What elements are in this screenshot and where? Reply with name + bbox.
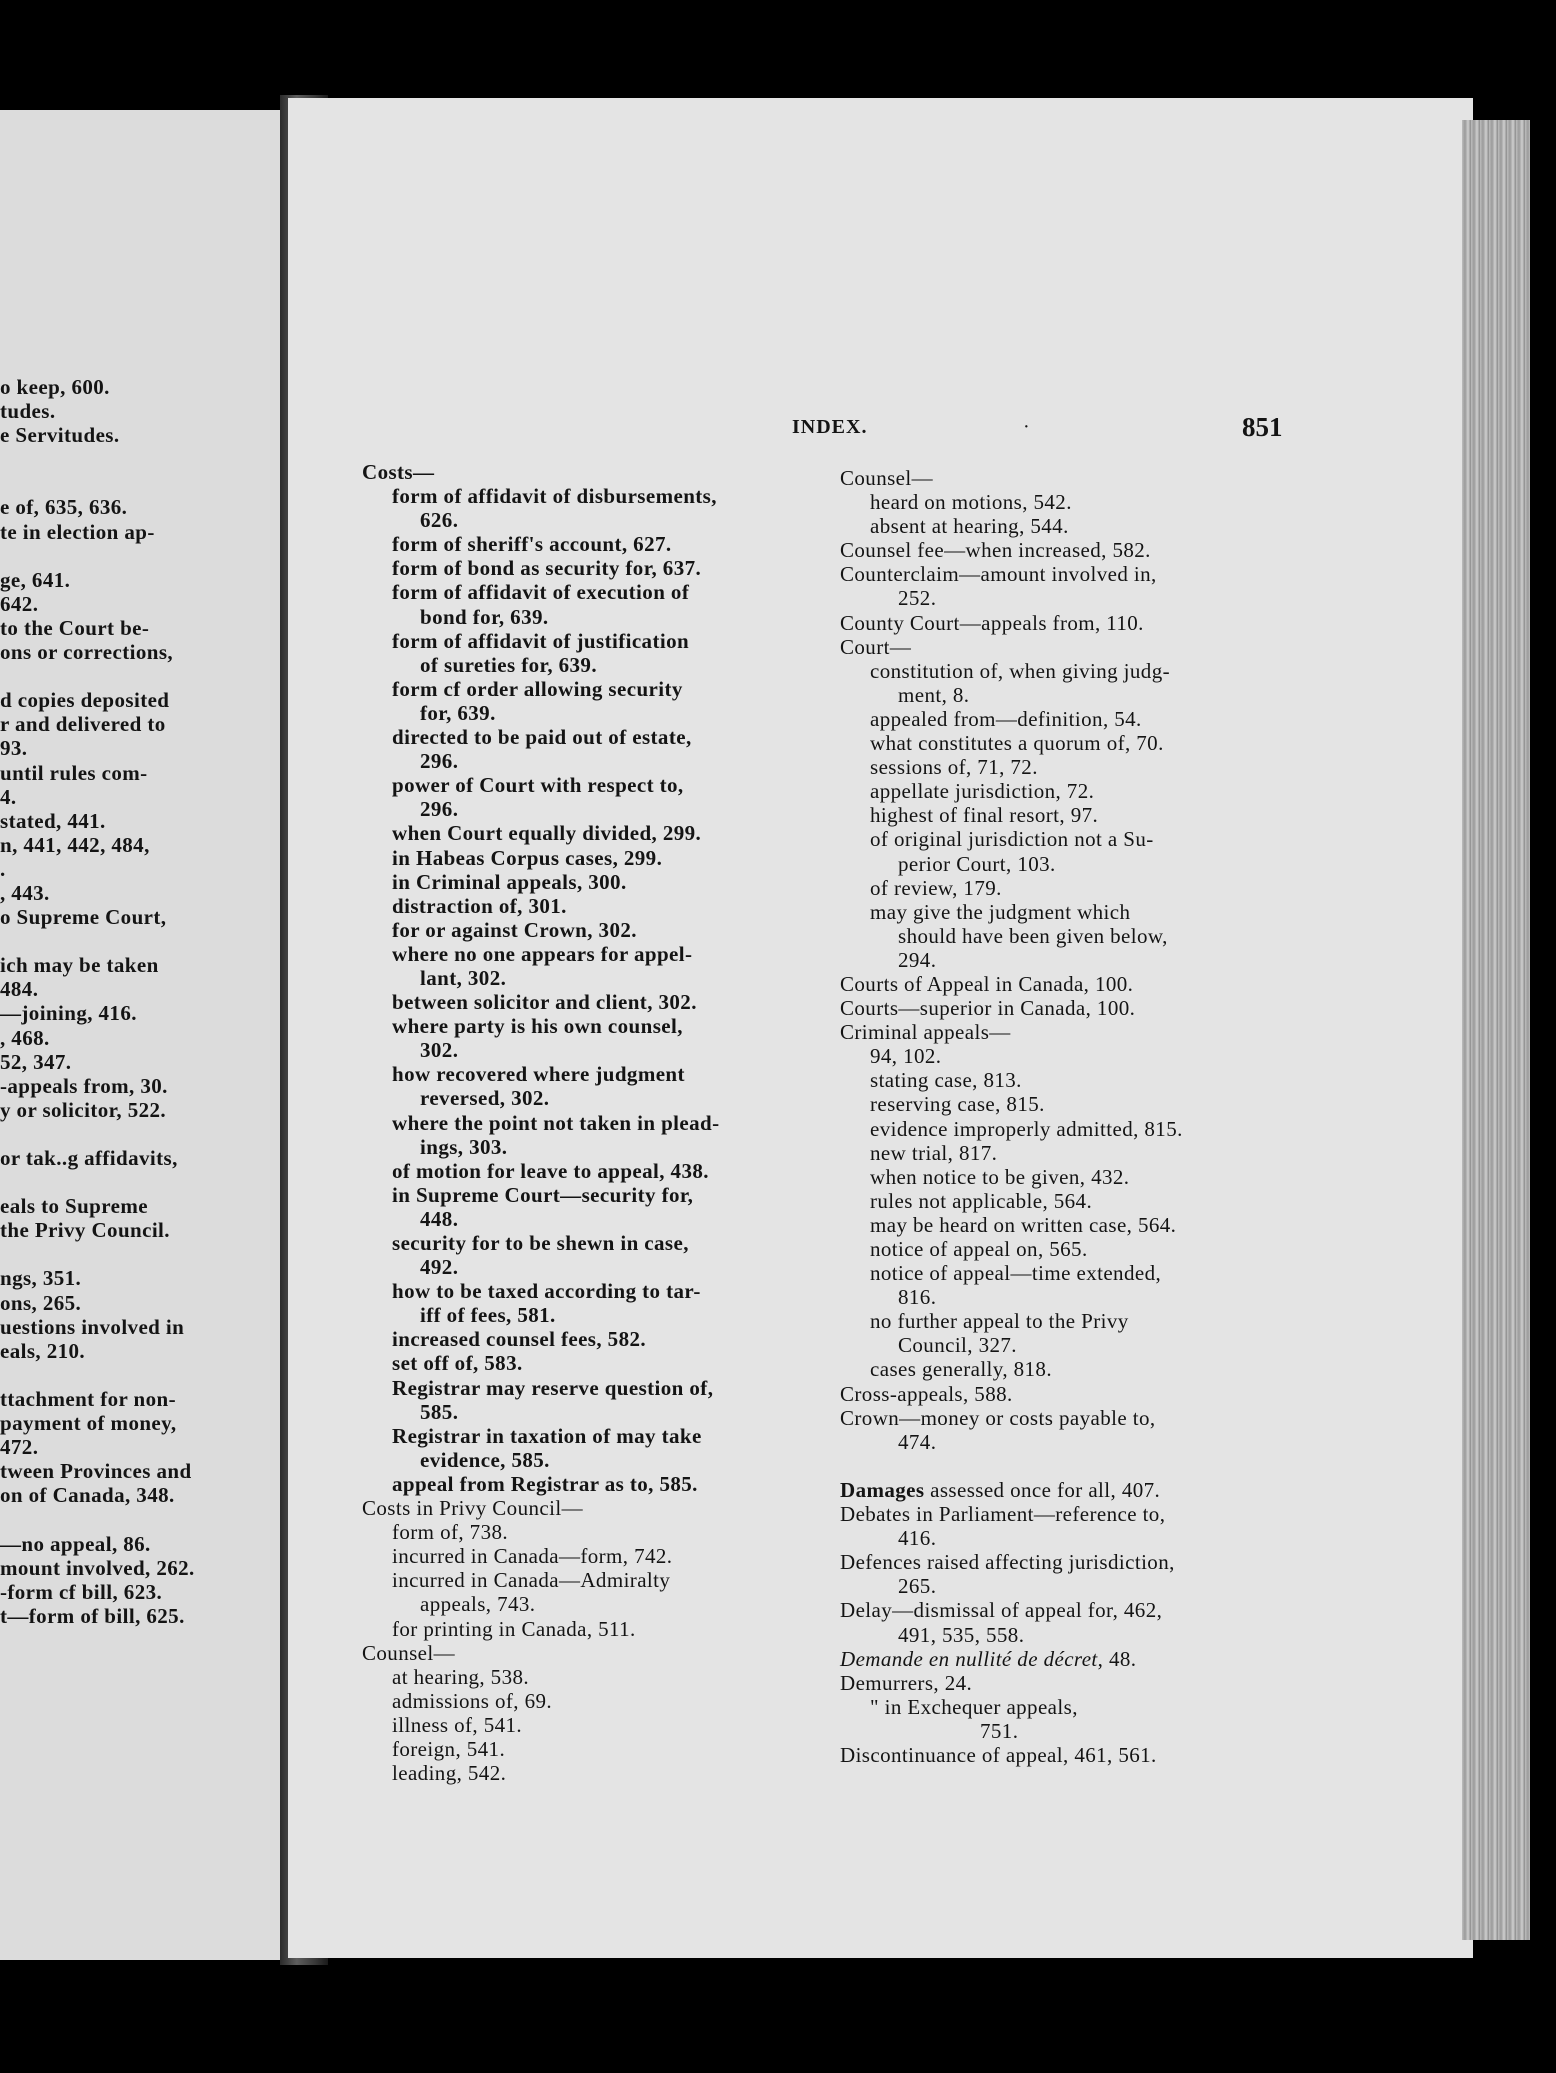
index-entry: of review, 179. <box>870 875 1002 900</box>
index-entry: perior Court, 103. <box>898 851 1056 876</box>
index-entry: appeal from Registrar as to, 585. <box>392 1471 698 1496</box>
left-page-line: -form cf bill, 623. <box>0 1579 163 1604</box>
index-entry: evidence improperly admitted, 815. <box>870 1116 1183 1141</box>
index-entry: where party is his own counsel, <box>392 1014 683 1039</box>
index-entry: Debates in Parliament—reference to, <box>840 1502 1166 1527</box>
index-entry: Court— <box>840 634 912 659</box>
index-entry: Crown—money or costs payable to, <box>840 1405 1156 1430</box>
index-entry: reserving case, 815. <box>870 1092 1045 1117</box>
index-entry: appellate jurisdiction, 72. <box>870 779 1095 804</box>
index-entry: bond for, 639. <box>420 604 549 629</box>
index-entry: Registrar in taxation of may take <box>392 1423 702 1448</box>
left-page-line <box>0 544 292 568</box>
page-header <box>288 412 1473 456</box>
index-entry: appeals, 743. <box>420 1592 536 1617</box>
index-entry: 751. <box>980 1718 1019 1743</box>
index-entry: heard on motions, 542. <box>870 490 1072 515</box>
index-entry: where no one appears for appel- <box>392 941 693 966</box>
left-page-line: ge, 641. <box>0 567 71 592</box>
index-entry: form of, 738. <box>392 1520 509 1545</box>
index-entry: when notice to be given, 432. <box>870 1164 1130 1189</box>
index-entry: highest of final resort, 97. <box>870 803 1099 828</box>
left-page-line: n, 441, 442, 484, <box>0 832 150 857</box>
index-entry: stating case, 813. <box>870 1068 1022 1093</box>
index-entry: 416. <box>898 1526 937 1551</box>
index-entry: cases generally, 818. <box>870 1357 1052 1382</box>
index-entry: form cf order allowing security <box>392 676 683 701</box>
index-entry: lant, 302. <box>420 965 507 990</box>
left-page-line: d copies deposited <box>0 688 170 713</box>
index-entry: may give the judgment which <box>870 899 1131 924</box>
index-entry: rules not applicable, 564. <box>870 1188 1093 1213</box>
index-entry: Counterclaim—amount involved in, <box>840 562 1157 587</box>
index-entry: between solicitor and client, 302. <box>392 990 697 1015</box>
left-page-line <box>0 1363 292 1387</box>
index-entry: Demurrers, 24. <box>840 1670 973 1695</box>
index-entry: set off of, 583. <box>392 1351 523 1376</box>
left-page-line: until rules com- <box>0 760 148 785</box>
index-entry: appealed from—definition, 54. <box>870 706 1142 731</box>
index-entry: 252. <box>898 586 937 611</box>
index-entry: Discontinuance of appeal, 461, 561. <box>840 1742 1157 1767</box>
index-entry: absent at hearing, 544. <box>870 514 1069 539</box>
index-entry: in Criminal appeals, 300. <box>392 869 627 894</box>
index-entry: power of Court with respect to, <box>392 773 684 798</box>
left-page-line: eals to Supreme <box>0 1194 148 1219</box>
right-page <box>288 98 1473 1958</box>
left-page-line <box>0 1122 292 1146</box>
running-title: INDEX. <box>792 416 868 438</box>
left-page-line <box>0 1170 292 1194</box>
index-entry: what constitutes a quorum of, 70. <box>870 731 1164 756</box>
index-entry: 302. <box>420 1038 459 1063</box>
left-page-line: . <box>0 856 6 881</box>
left-page-line: on of Canada, 348. <box>0 1483 175 1508</box>
left-page-line: 52, 347. <box>0 1049 72 1074</box>
index-entry: Costs— <box>362 460 435 484</box>
index-entry: iff of fees, 581. <box>420 1303 556 1328</box>
index-entry: 296. <box>420 749 459 774</box>
left-page-line: 484. <box>0 977 39 1002</box>
index-entry: ings, 303. <box>420 1134 508 1159</box>
index-entry: 585. <box>420 1399 459 1424</box>
left-page-line: ons or corrections, <box>0 640 174 665</box>
left-page-line: 642. <box>0 591 39 616</box>
left-page-line: e Servitudes. <box>0 423 120 448</box>
index-entry: should have been given below, <box>898 923 1168 948</box>
index-entry: Registrar may reserve question of, <box>392 1375 714 1400</box>
index-entry: Courts—superior in Canada, 100. <box>840 996 1136 1021</box>
left-page-line: , 468. <box>0 1025 50 1050</box>
index-entry: Demande en nullité de décret, 48. <box>840 1646 1137 1671</box>
left-page-line <box>0 664 292 688</box>
index-entry: evidence, 585. <box>420 1447 550 1472</box>
index-entry: Courts of Appeal in Canada, 100. <box>840 971 1134 996</box>
index-entry: 94, 102. <box>870 1044 942 1069</box>
index-entry: form of affidavit of disbursements, <box>392 484 717 509</box>
left-page-text <box>0 375 292 1628</box>
index-entry: 296. <box>420 797 459 822</box>
index-entry: may be heard on written case, 564. <box>870 1212 1177 1237</box>
index-entry: " in Exchequer appeals, <box>870 1694 1078 1719</box>
index-entry: form of sheriff's account, 627. <box>392 532 672 557</box>
index-entry: Council, 327. <box>898 1333 1017 1358</box>
index-entry: Counsel— <box>840 466 934 490</box>
left-page-line: —joining, 416. <box>0 1001 137 1026</box>
left-page-line: —no appeal, 86. <box>0 1531 151 1556</box>
left-page-line: te in election ap- <box>0 519 155 544</box>
index-entry: of motion for leave to appeal, 438. <box>392 1158 709 1183</box>
index-entry: incurred in Canada—Admiralty <box>392 1568 671 1593</box>
left-page-line: ngs, 351. <box>0 1266 82 1291</box>
index-entry: in Supreme Court—security for, <box>392 1182 694 1207</box>
index-entry: 294. <box>898 947 937 972</box>
left-page-line: t—form of bill, 625. <box>0 1603 185 1628</box>
left-page-line: 93. <box>0 736 28 761</box>
left-page-line: ich may be taken <box>0 953 159 978</box>
left-page-line: or tak..g affidavits, <box>0 1146 178 1170</box>
left-page-line: e of, 635, 636. <box>0 495 128 520</box>
left-page <box>0 110 292 1960</box>
left-page-line <box>0 1242 292 1266</box>
index-entry: 491, 535, 558. <box>898 1622 1025 1647</box>
index-entry: of sureties for, 639. <box>420 652 597 677</box>
index-entry: security for to be shewn in case, <box>392 1231 689 1255</box>
index-entry: at hearing, 538. <box>392 1664 530 1689</box>
index-entry: leading, 542. <box>392 1761 507 1786</box>
index-entry: no further appeal to the Privy <box>870 1309 1129 1334</box>
left-page-line: ons, 265. <box>0 1290 82 1315</box>
index-entry: Counsel fee—when increased, 582. <box>840 538 1151 563</box>
index-entry: in Habeas Corpus cases, 299. <box>392 845 663 870</box>
left-page-line: tween Provinces and <box>0 1459 192 1484</box>
index-entry: for or against Crown, 302. <box>392 917 637 942</box>
index-entry: for, 639. <box>420 700 496 725</box>
left-page-line <box>0 447 292 471</box>
left-page-line: o keep, 600. <box>0 375 110 399</box>
index-entry: foreign, 541. <box>392 1736 506 1761</box>
left-page-line <box>0 471 292 495</box>
left-page-line: stated, 441. <box>0 808 106 833</box>
index-entry: 492. <box>420 1255 459 1280</box>
left-page-line: to the Court be- <box>0 615 150 640</box>
index-entry: notice of appeal on, 565. <box>870 1237 1088 1261</box>
index-entry: Criminal appeals— <box>840 1020 1011 1045</box>
left-page-line: mount involved, 262. <box>0 1555 195 1580</box>
left-page-line: -appeals from, 30. <box>0 1073 168 1098</box>
index-entry: when Court equally divided, 299. <box>392 821 702 846</box>
index-entry: form of affidavit of execution of <box>392 580 690 605</box>
left-page-line: o Supreme Court, <box>0 905 167 930</box>
index-entry: for printing in Canada, 511. <box>392 1616 636 1641</box>
left-page-line <box>0 1507 292 1531</box>
left-page-line: tudes. <box>0 399 56 424</box>
index-entry: reversed, 302. <box>420 1086 550 1111</box>
index-entry <box>840 1454 1183 1478</box>
left-page-line <box>0 929 292 953</box>
left-page-line: y or solicitor, 522. <box>0 1097 167 1122</box>
index-entry: form of bond as security for, 637. <box>392 556 702 581</box>
page-edges <box>1462 120 1530 1940</box>
index-entry: notice of appeal—time extended, <box>870 1261 1162 1286</box>
index-entry: Counsel— <box>362 1640 456 1665</box>
index-entry: incurred in Canada—form, 742. <box>392 1544 673 1569</box>
index-entry: how recovered where judgment <box>392 1062 685 1087</box>
index-entry: constitution of, when giving judg- <box>870 658 1170 683</box>
index-entry: directed to be paid out of estate, <box>392 725 692 750</box>
left-page-line: 4. <box>0 784 17 809</box>
index-entry: 474. <box>898 1429 937 1454</box>
index-entry: how to be taxed according to tar- <box>392 1279 701 1304</box>
index-entry: admissions of, 69. <box>392 1688 553 1713</box>
index-entry: form of affidavit of justification <box>392 628 690 653</box>
left-page-line: payment of money, <box>0 1411 177 1436</box>
index-entry: Damages assessed once for all, 407. <box>840 1477 1161 1502</box>
left-page-line: 472. <box>0 1435 39 1460</box>
left-page-line: r and delivered to <box>0 712 166 737</box>
index-entry: Cross-appeals, 588. <box>840 1381 1013 1406</box>
left-page-line: , 443. <box>0 880 50 905</box>
index-entry: ment, 8. <box>898 682 970 707</box>
page-number: 851 <box>1242 412 1283 442</box>
index-entry: where the point not taken in plead- <box>392 1110 720 1135</box>
index-entry: 265. <box>898 1574 937 1599</box>
index-entry: Costs in Privy Council— <box>362 1496 583 1521</box>
index-entry: 626. <box>420 508 459 533</box>
index-column-2 <box>840 466 1183 1767</box>
index-entry: increased counsel fees, 582. <box>392 1327 647 1352</box>
index-entry: illness of, 541. <box>392 1712 523 1737</box>
index-entry: Defences raised affecting jurisdiction, <box>840 1550 1175 1575</box>
index-entry: 816. <box>898 1285 937 1310</box>
left-page-line: eals, 210. <box>0 1338 86 1363</box>
left-page-line: uestions involved in <box>0 1314 185 1339</box>
index-column-1 <box>362 460 719 1785</box>
left-page-line: ttachment for non- <box>0 1386 176 1411</box>
index-entry: distraction of, 301. <box>392 893 567 918</box>
index-entry: new trial, 817. <box>870 1140 998 1165</box>
header-dot: · <box>1023 416 1030 438</box>
index-entry: of original jurisdiction not a Su- <box>870 827 1154 852</box>
index-entry: County Court—appeals from, 110. <box>840 610 1144 635</box>
index-entry: 448. <box>420 1206 459 1231</box>
index-entry: Delay—dismissal of appeal for, 462, <box>840 1598 1163 1623</box>
left-page-line: the Privy Council. <box>0 1218 170 1243</box>
index-entry: sessions of, 71, 72. <box>870 755 1038 780</box>
